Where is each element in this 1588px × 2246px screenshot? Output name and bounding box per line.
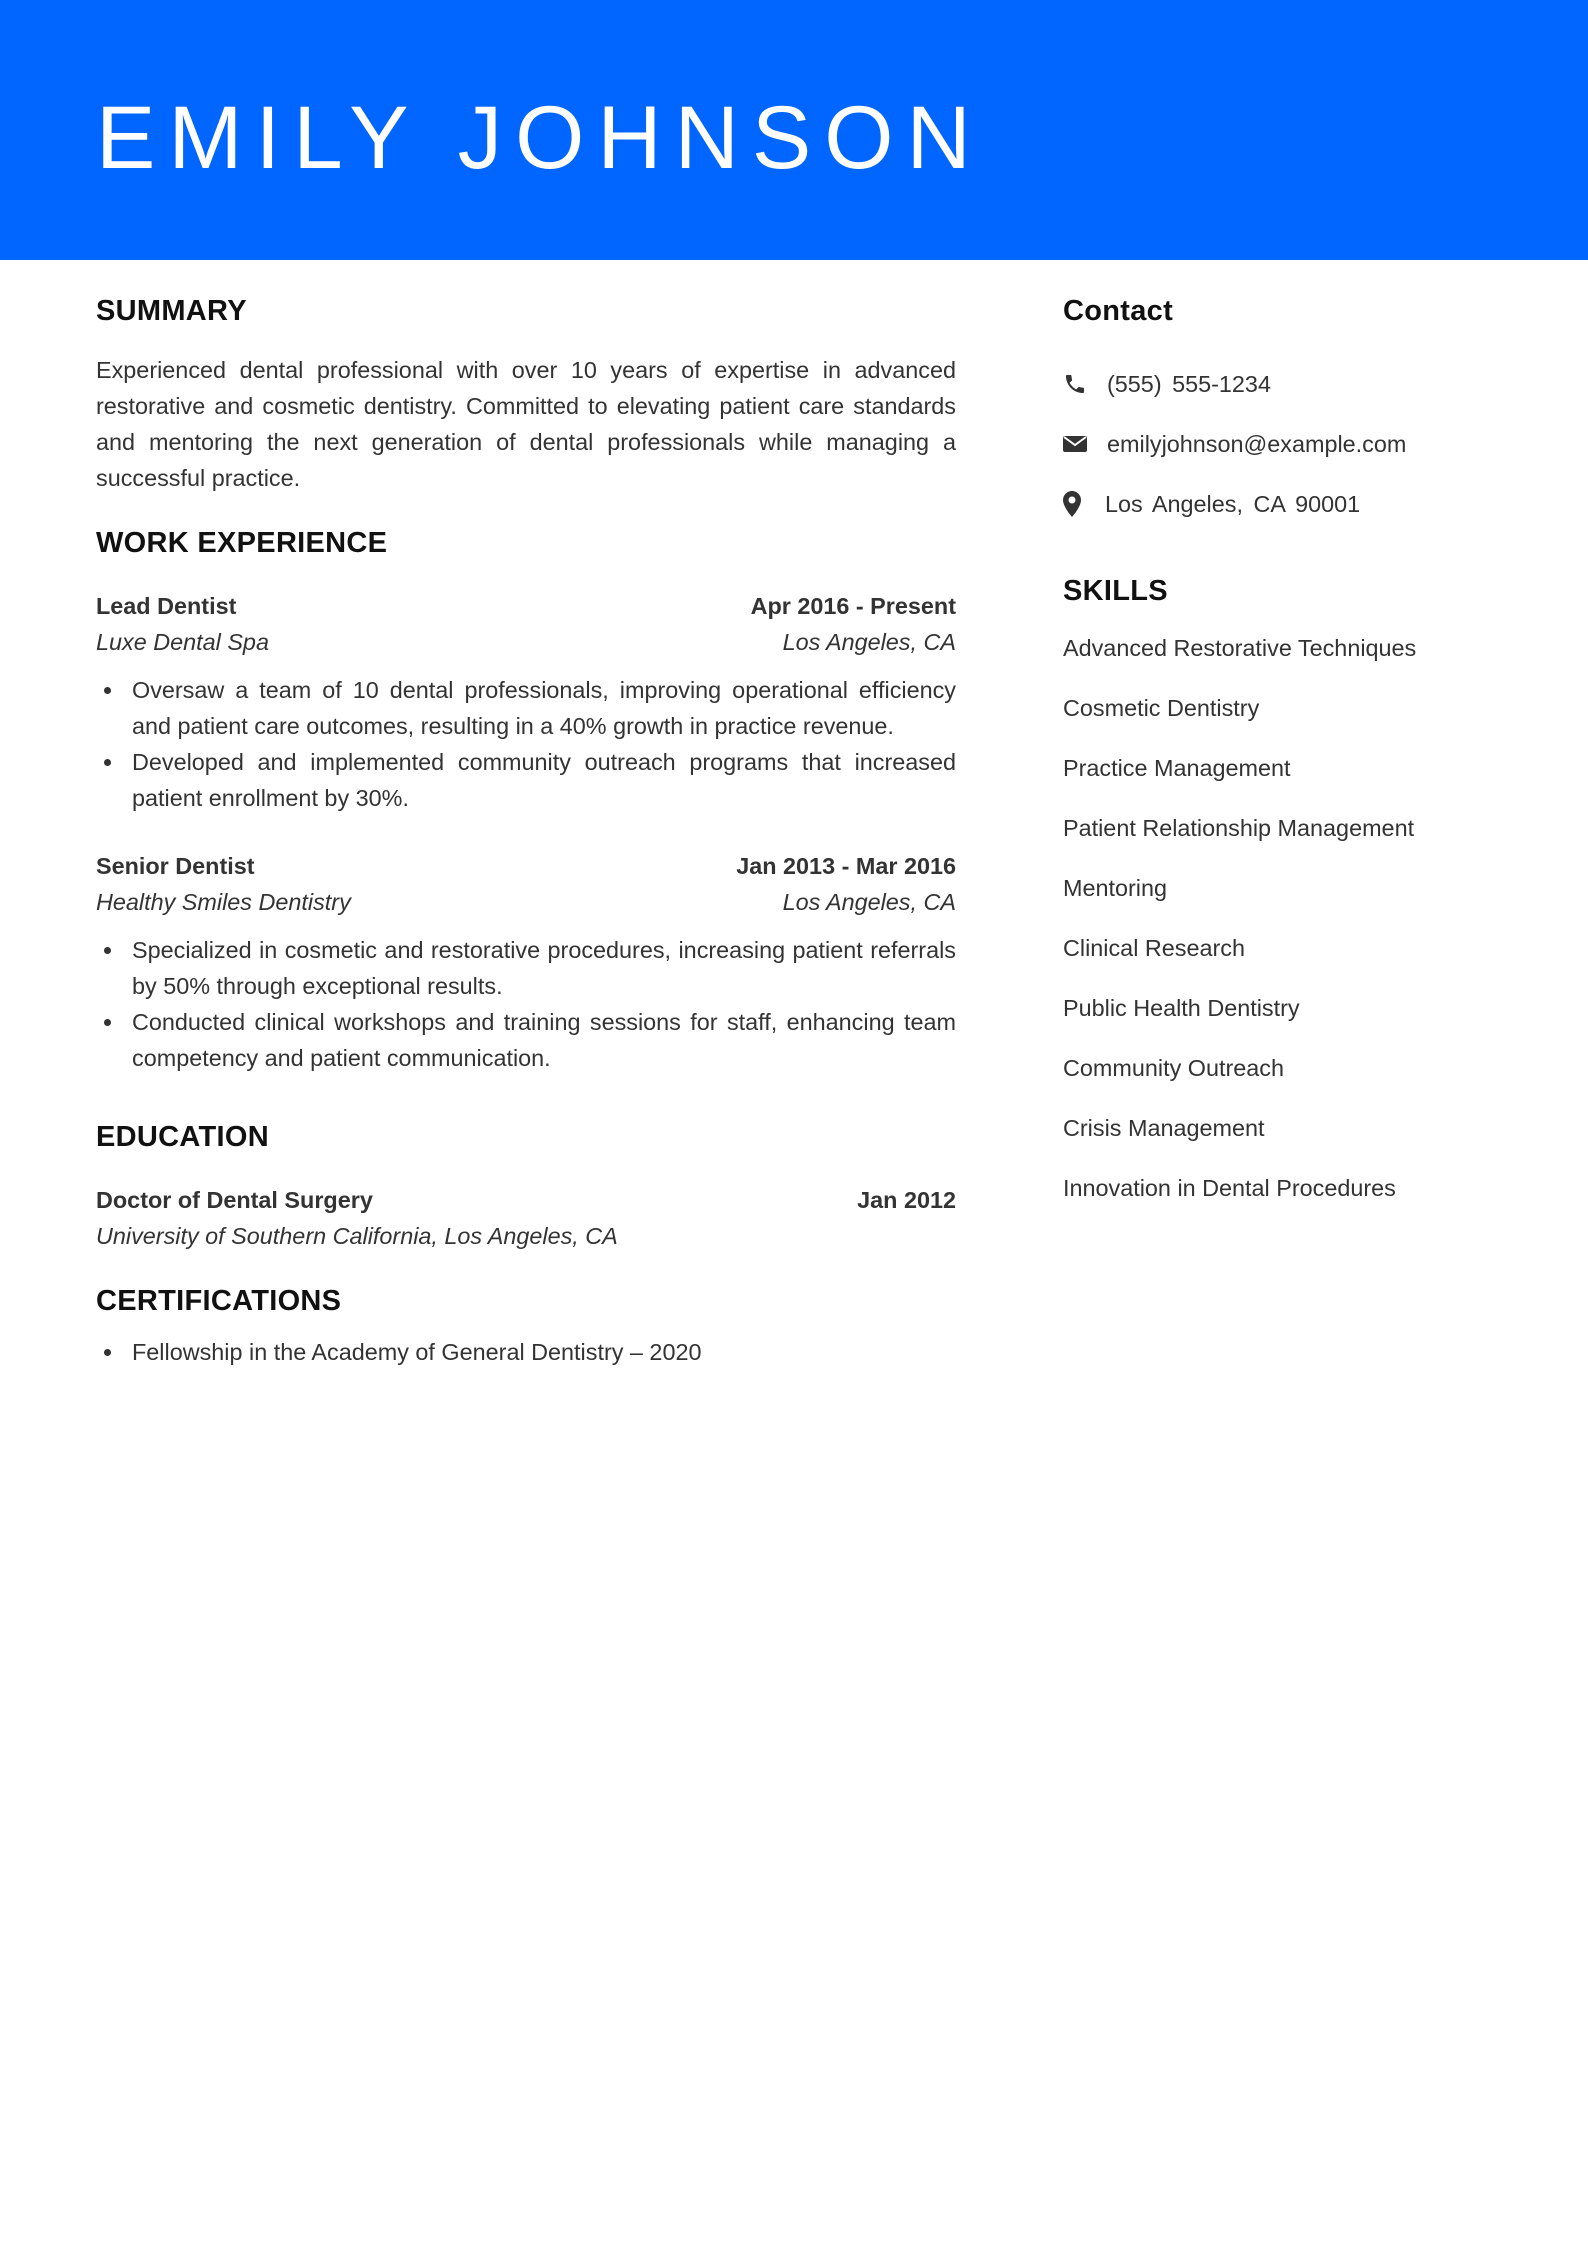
contact-heading: Contact bbox=[1063, 295, 1174, 327]
main-column bbox=[96, 290, 956, 1370]
bullet-text: Specialized in cosmetic and restorative procedures, increasing patient referrals by 50% through exceptional results. bbox=[132, 937, 956, 999]
skill-item: Public Health Dentistry bbox=[1063, 995, 1300, 1021]
skill-item: Patient Relationship Management bbox=[1063, 815, 1415, 841]
job-bullets bbox=[96, 932, 956, 1076]
education-entry bbox=[96, 1182, 956, 1254]
contact-location bbox=[1063, 474, 1493, 534]
skills-heading: SKILLS bbox=[1063, 575, 1168, 607]
education-heading: EDUCATION bbox=[96, 1121, 269, 1153]
header-banner bbox=[0, 0, 1588, 260]
summary-heading: SUMMARY bbox=[96, 295, 247, 327]
skill-item: Innovation in Dental Procedures bbox=[1063, 1175, 1396, 1201]
certification-text: Fellowship in the Academy of General Dentistry – 2020 bbox=[132, 1339, 702, 1365]
job-location: Los Angeles, CA bbox=[782, 629, 956, 655]
job-title: Senior Dentist bbox=[96, 853, 255, 879]
skill-item: Community Outreach bbox=[1063, 1055, 1284, 1081]
contact-phone bbox=[1063, 354, 1493, 414]
bullet-dot bbox=[104, 759, 111, 766]
skill-item: Clinical Research bbox=[1063, 935, 1245, 961]
skills-list bbox=[1063, 630, 1493, 1230]
contact-location-text: Los Angeles, CA 90001 bbox=[1105, 490, 1361, 517]
skill-item: Mentoring bbox=[1063, 875, 1168, 901]
certifications-list bbox=[96, 1334, 956, 1370]
bullet-text: Developed and implemented community outreach programs that increased patient enrollment by 30%. bbox=[132, 749, 956, 811]
skill-item: Practice Management bbox=[1063, 755, 1291, 781]
summary-text: Experienced dental professional with over 10 years of expertise in advanced restorative and cosmetic dentistry. Committed to elevating patient care standards and mentoring the next generation of dental professionals while managing a successful practice. bbox=[96, 357, 956, 491]
map-marker-icon bbox=[1063, 491, 1105, 517]
list-item bbox=[96, 1004, 956, 1076]
job-entry bbox=[96, 588, 956, 816]
list-item bbox=[96, 672, 956, 744]
job-bullets bbox=[96, 672, 956, 816]
sidebar-column bbox=[1063, 290, 1493, 1230]
job-company: Luxe Dental Spa bbox=[96, 629, 269, 655]
bullet-text: Oversaw a team of 10 dental professionals, improving operational efficiency and patient care outcomes, resulting in a 40% growth in practice revenue. bbox=[132, 677, 956, 739]
skill-item: Advanced Restorative Techniques bbox=[1063, 635, 1417, 661]
skill-item: Crisis Management bbox=[1063, 1115, 1265, 1141]
job-title: Lead Dentist bbox=[96, 593, 237, 619]
certifications-heading: CERTIFICATIONS bbox=[96, 1285, 342, 1317]
education-degree: Doctor of Dental Surgery bbox=[96, 1187, 373, 1213]
list-item bbox=[96, 932, 956, 1004]
job-location: Los Angeles, CA bbox=[782, 889, 956, 915]
contact-list bbox=[1063, 354, 1493, 534]
job-dates: Jan 2013 - Mar 2016 bbox=[736, 853, 956, 879]
bullet-dot bbox=[104, 1019, 111, 1026]
list-item bbox=[96, 1334, 956, 1370]
phone-icon bbox=[1063, 372, 1107, 396]
contact-email-text[interactable]: emilyjohnson@example.com bbox=[1107, 430, 1407, 457]
skill-item: Cosmetic Dentistry bbox=[1063, 695, 1260, 721]
bullet-dot bbox=[104, 947, 111, 954]
job-company: Healthy Smiles Dentistry bbox=[96, 889, 351, 915]
contact-email bbox=[1063, 414, 1493, 474]
job-dates: Apr 2016 - Present bbox=[750, 593, 956, 619]
education-date: Jan 2012 bbox=[857, 1187, 956, 1213]
experience-heading: WORK EXPERIENCE bbox=[96, 527, 388, 559]
education-school: University of Southern California, Los Angeles, CA bbox=[96, 1223, 618, 1249]
list-item bbox=[96, 744, 956, 816]
candidate-name: EMILY JOHNSON bbox=[96, 87, 984, 187]
bullet-text: Conducted clinical workshops and training sessions for staff, enhancing team competency and patient communication. bbox=[132, 1009, 956, 1071]
bullet-dot bbox=[104, 1349, 111, 1356]
contact-phone-text[interactable]: (555) 555-1234 bbox=[1107, 370, 1271, 397]
bullet-dot bbox=[104, 687, 111, 694]
envelope-icon bbox=[1063, 434, 1107, 454]
job-entry bbox=[96, 848, 956, 1076]
